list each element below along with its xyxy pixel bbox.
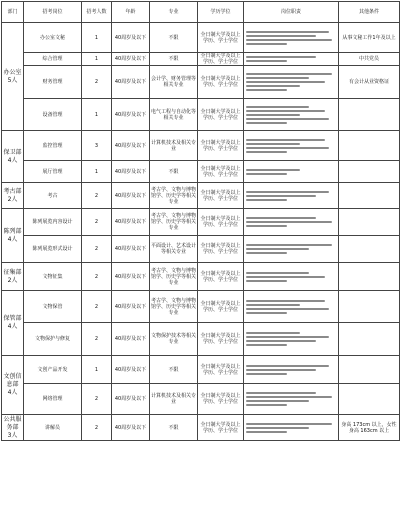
other-cell: [339, 384, 400, 415]
header-row: [2, 2, 400, 23]
count-cell: 2: [82, 291, 112, 323]
department-cell: [2, 23, 24, 131]
education-cell: 全日制大学及以上学历、学士学位: [198, 183, 244, 209]
header-duties: 岗位职责: [244, 2, 339, 23]
department-name: 考古部: [3, 187, 22, 195]
major-cell: 不限: [150, 356, 198, 384]
duties-cell: [244, 291, 339, 323]
major-cell: 不限: [150, 23, 198, 53]
duties-cell: [244, 99, 339, 131]
count-cell: 1: [82, 356, 112, 384]
department-name: 保卫部: [3, 148, 22, 156]
table-row: [2, 131, 400, 161]
text-line-placeholder: [246, 143, 300, 145]
major-cell: 电气工程与自动化等相关专业: [150, 99, 198, 131]
text-line-placeholder: [246, 43, 287, 45]
other-cell: [339, 99, 400, 131]
age-cell: 40周岁及以下: [112, 23, 150, 53]
age-cell: 40周岁及以下: [112, 161, 150, 183]
major-cell: 考古学、文物与博物馆学、历史学等相关专业: [150, 291, 198, 323]
text-line-placeholder: [246, 151, 287, 153]
text-line-placeholder: [246, 35, 316, 37]
table-row: [2, 384, 400, 415]
department-name: 保管部: [3, 315, 22, 322]
department-cell: [2, 356, 24, 415]
position-cell: 综合管理: [24, 53, 82, 66]
department-cell: [2, 131, 24, 183]
text-line-placeholder: [246, 396, 332, 398]
duties-cell: [244, 384, 339, 415]
table-body: [2, 23, 400, 441]
text-line-placeholder: [246, 56, 316, 58]
header-dept: 部门: [2, 2, 24, 23]
age-cell: 40周岁及以下: [112, 131, 150, 161]
text-line-placeholder: [246, 248, 309, 250]
table-row: [2, 236, 400, 263]
text-line-placeholder: [246, 276, 325, 278]
text-line-placeholder: [246, 336, 329, 338]
other-cell: 身高 173cm 以上，女性身高 163cm 以上: [339, 415, 400, 441]
count-cell: 1: [82, 23, 112, 53]
text-line-placeholder: [246, 431, 287, 433]
department-name: 征集部: [3, 268, 22, 276]
text-line-placeholder: [246, 332, 300, 334]
table-row: [2, 183, 400, 209]
count-cell: 2: [82, 384, 112, 415]
header-major: 专业: [150, 2, 198, 23]
text-line-placeholder: [246, 106, 309, 108]
other-cell: 有会计从业资格证: [339, 66, 400, 99]
text-line-placeholder: [246, 60, 287, 62]
major-cell: 考古学、文物与博物馆学、历史学等相关专业: [150, 263, 198, 291]
table-row: [2, 291, 400, 323]
count-cell: 2: [82, 415, 112, 441]
table-row: [2, 415, 400, 441]
age-cell: 40周岁及以下: [112, 183, 150, 209]
education-cell: 全日制大学及以上学历、学士学位: [198, 323, 244, 356]
duties-cell: [244, 183, 339, 209]
position-cell: 陈列展览内容设计: [24, 209, 82, 236]
text-line-placeholder: [246, 118, 329, 120]
text-line-placeholder: [246, 85, 300, 87]
duties-cell: [244, 323, 339, 356]
count-cell: 1: [82, 53, 112, 66]
major-cell: 文物保护技术等相关专业: [150, 323, 198, 356]
text-line-placeholder: [246, 427, 309, 429]
count-cell: 2: [82, 183, 112, 209]
count-cell: 3: [82, 131, 112, 161]
text-line-placeholder: [246, 73, 332, 75]
position-cell: 讲解员: [24, 415, 82, 441]
text-line-placeholder: [246, 122, 287, 124]
education-cell: 全日制大学及以上学历、学士学位: [198, 99, 244, 131]
education-cell: 全日制大学及以上学历、学士学位: [198, 131, 244, 161]
department-cell: [2, 415, 24, 441]
duties-cell: [244, 415, 339, 441]
text-line-placeholder: [246, 340, 316, 342]
text-line-placeholder: [246, 221, 332, 223]
text-line-placeholder: [246, 39, 332, 41]
education-cell: 全日制大学及以上学历、学士学位: [198, 415, 244, 441]
major-cell: 会计学、财务管理等相关专业: [150, 66, 198, 99]
table-row: [2, 66, 400, 99]
other-cell: [339, 183, 400, 209]
table-row: [2, 356, 400, 384]
duties-cell: [244, 131, 339, 161]
position-cell: 展厅管理: [24, 161, 82, 183]
text-line-placeholder: [246, 195, 316, 197]
table-row: [2, 23, 400, 53]
text-line-placeholder: [246, 199, 287, 201]
department-count: 2人: [7, 276, 18, 284]
table-row: [2, 323, 400, 356]
table-row: [2, 209, 400, 236]
position-cell: 办公室文秘: [24, 23, 82, 53]
department-cell: [2, 209, 24, 263]
text-line-placeholder: [246, 114, 300, 116]
other-cell: 中共党员: [339, 53, 400, 66]
position-cell: 陈列展览形式设计: [24, 236, 82, 263]
text-line-placeholder: [246, 404, 287, 406]
text-line-placeholder: [246, 423, 332, 425]
recruitment-table-container: [1, 1, 399, 510]
age-cell: 40周岁及以下: [112, 323, 150, 356]
major-cell: 不限: [150, 415, 198, 441]
text-line-placeholder: [246, 139, 325, 141]
text-line-placeholder: [246, 252, 287, 254]
major-cell: 不限: [150, 161, 198, 183]
text-line-placeholder: [246, 365, 329, 367]
major-cell: 计算机技术及相关专业: [150, 131, 198, 161]
duties-cell: [244, 263, 339, 291]
position-cell: 文创产品开发: [24, 356, 82, 384]
text-line-placeholder: [246, 169, 300, 171]
duties-cell: [244, 53, 339, 66]
age-cell: 40周岁及以下: [112, 66, 150, 99]
text-line-placeholder: [246, 147, 329, 149]
age-cell: 40周岁及以下: [112, 415, 150, 441]
education-cell: 全日制大学及以上学历、学士学位: [198, 291, 244, 323]
count-cell: 2: [82, 66, 112, 99]
text-line-placeholder: [246, 191, 329, 193]
text-line-placeholder: [246, 173, 287, 175]
count-cell: 2: [82, 323, 112, 356]
age-cell: 40周岁及以下: [112, 356, 150, 384]
other-cell: 从事文秘工作1年及以上: [339, 23, 400, 53]
department-count: 3人: [7, 431, 18, 439]
age-cell: 40周岁及以下: [112, 291, 150, 323]
department-count: 4人: [7, 235, 18, 243]
recruitment-table: [1, 1, 400, 441]
text-line-placeholder: [246, 81, 325, 83]
other-cell: [339, 263, 400, 291]
department-name: 办公室: [3, 68, 22, 76]
text-line-placeholder: [246, 304, 300, 306]
department-count: 2人: [7, 195, 18, 203]
position-cell: 文物保管: [24, 291, 82, 323]
text-line-placeholder: [246, 369, 316, 371]
education-cell: 全日制大学及以上学历、学士学位: [198, 53, 244, 66]
education-cell: 全日制大学及以上学历、学士学位: [198, 384, 244, 415]
text-line-placeholder: [246, 110, 325, 112]
header-age: 年龄: [112, 2, 150, 23]
header-other: 其他条件: [339, 2, 400, 23]
text-line-placeholder: [246, 272, 309, 274]
age-cell: 40周岁及以下: [112, 384, 150, 415]
position-cell: 网络管理: [24, 384, 82, 415]
department-count: 5人: [7, 76, 18, 84]
header-education: 学历学位: [198, 2, 244, 23]
duties-cell: [244, 236, 339, 263]
position-cell: 监控管理: [24, 131, 82, 161]
major-cell: 平面设计、艺术设计等相关专业: [150, 236, 198, 263]
position-cell: 文物征集: [24, 263, 82, 291]
education-cell: 全日制大学及以上学历、学士学位: [198, 356, 244, 384]
text-line-placeholder: [246, 373, 287, 375]
age-cell: 40周岁及以下: [112, 209, 150, 236]
header-position: 招考岗位: [24, 2, 82, 23]
age-cell: 40周岁及以下: [112, 99, 150, 131]
major-cell: 不限: [150, 53, 198, 66]
age-cell: 40周岁及以下: [112, 53, 150, 66]
text-line-placeholder: [246, 392, 316, 394]
age-cell: 40周岁及以下: [112, 236, 150, 263]
major-cell: 考古学、文物与博物馆学、历史学等相关专业: [150, 183, 198, 209]
education-cell: 全日制大学及以上学历、学士学位: [198, 161, 244, 183]
department-cell: [2, 263, 24, 291]
other-cell: [339, 161, 400, 183]
department-name: 陈列部: [3, 227, 22, 235]
department-name: 文创信息部: [3, 373, 22, 388]
position-cell: 设备管理: [24, 99, 82, 131]
table-row: [2, 99, 400, 131]
education-cell: 全日制大学及以上学历、学士学位: [198, 66, 244, 99]
other-cell: [339, 131, 400, 161]
other-cell: [339, 323, 400, 356]
duties-cell: [244, 356, 339, 384]
education-cell: 全日制大学及以上学历、学士学位: [198, 236, 244, 263]
text-line-placeholder: [246, 312, 287, 314]
text-line-placeholder: [246, 280, 287, 282]
age-cell: 40周岁及以下: [112, 263, 150, 291]
duties-cell: [244, 161, 339, 183]
education-cell: 全日制大学及以上学历、学士学位: [198, 209, 244, 236]
text-line-placeholder: [246, 308, 329, 310]
department-cell: [2, 183, 24, 209]
header-count: 招考人数: [82, 2, 112, 23]
other-cell: [339, 209, 400, 236]
table-row: [2, 53, 400, 66]
text-line-placeholder: [246, 300, 325, 302]
major-cell: 计算机技术及相关专业: [150, 384, 198, 415]
major-cell: 考古学、文物与博物馆学、历史学等相关专业: [150, 209, 198, 236]
count-cell: 2: [82, 209, 112, 236]
text-line-placeholder: [246, 217, 316, 219]
department-count: 4人: [7, 389, 18, 396]
duties-cell: [244, 66, 339, 99]
other-cell: [339, 356, 400, 384]
text-line-placeholder: [246, 89, 287, 91]
education-cell: 全日制大学及以上学历、学士学位: [198, 263, 244, 291]
text-line-placeholder: [246, 31, 329, 33]
count-cell: 2: [82, 236, 112, 263]
text-line-placeholder: [246, 344, 287, 346]
duties-cell: [244, 209, 339, 236]
position-cell: 文物保护与修复: [24, 323, 82, 356]
table-row: [2, 161, 400, 183]
other-cell: [339, 236, 400, 263]
text-line-placeholder: [246, 225, 287, 227]
duties-cell: [244, 23, 339, 53]
other-cell: [339, 291, 400, 323]
count-cell: 1: [82, 161, 112, 183]
count-cell: 2: [82, 263, 112, 291]
education-cell: 全日制大学及以上学历、学士学位: [198, 23, 244, 53]
position-cell: 财务管理: [24, 66, 82, 99]
text-line-placeholder: [246, 77, 309, 79]
text-line-placeholder: [246, 400, 309, 402]
department-cell: [2, 291, 24, 356]
department-count: 4人: [7, 323, 18, 330]
department-count: 4人: [7, 156, 18, 164]
text-line-placeholder: [246, 244, 332, 246]
table-row: [2, 263, 400, 291]
count-cell: 1: [82, 99, 112, 131]
department-name: 公共服务部: [3, 415, 22, 431]
position-cell: 考古: [24, 183, 82, 209]
